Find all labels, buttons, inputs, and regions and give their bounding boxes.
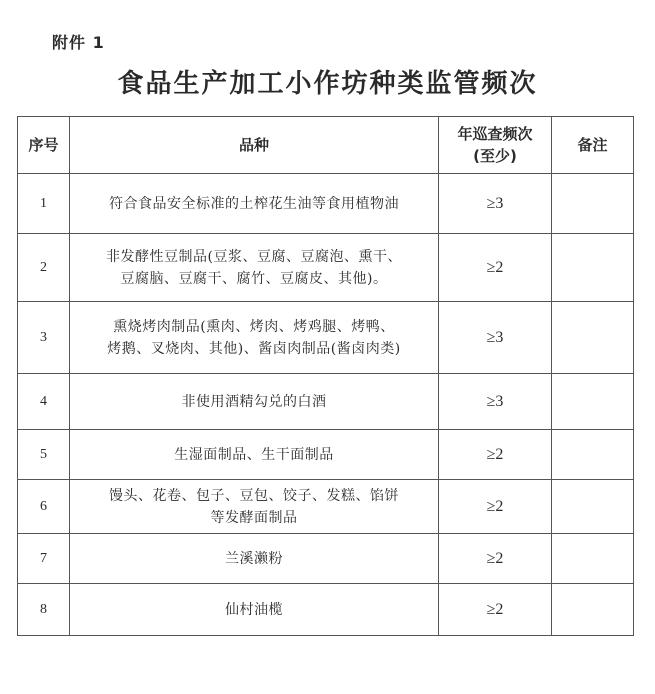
row-frequency: ≥2 xyxy=(439,584,552,636)
row-variety xyxy=(70,480,439,534)
row-variety-line1: 符合食品安全标准的土榨花生油等食用植物油 xyxy=(109,195,399,212)
row-variety xyxy=(70,584,439,636)
header-variety: 品种 xyxy=(70,117,439,174)
table-row xyxy=(18,374,634,430)
table-row xyxy=(18,302,634,374)
header-frequency xyxy=(439,117,552,174)
row-no: 5 xyxy=(18,430,70,480)
row-remark xyxy=(552,374,634,430)
row-variety xyxy=(70,174,439,234)
row-remark xyxy=(552,430,634,480)
row-no: 1 xyxy=(18,174,70,234)
row-variety xyxy=(70,234,439,302)
row-no: 4 xyxy=(18,374,70,430)
table-row xyxy=(18,534,634,584)
table-row xyxy=(18,584,634,636)
row-variety-line1: 非使用酒精勾兑的白酒 xyxy=(181,393,327,410)
row-variety-line1: 生湿面制品、生干面制品 xyxy=(174,446,334,463)
row-remark xyxy=(552,302,634,374)
row-remark xyxy=(552,534,634,584)
row-variety-line2: 豆腐脑、豆腐干、腐竹、豆腐皮、其他)。 xyxy=(120,270,388,287)
row-remark xyxy=(552,234,634,302)
row-variety xyxy=(70,302,439,374)
row-variety-line1: 熏烧烤肉制品(熏肉、烤肉、烤鸡腿、烤鸭、 xyxy=(113,318,395,335)
table-row xyxy=(18,430,634,480)
table-row xyxy=(18,234,634,302)
row-frequency: ≥3 xyxy=(439,174,552,234)
table-row xyxy=(18,480,634,534)
row-variety xyxy=(70,374,439,430)
table-row xyxy=(18,174,634,234)
row-variety-line1: 仙村油榄 xyxy=(225,601,283,618)
table-header-row xyxy=(18,117,634,174)
row-variety-line1: 非发酵性豆制品(豆浆、豆腐、豆腐泡、熏干、 xyxy=(106,248,402,265)
row-remark xyxy=(552,584,634,636)
row-no: 3 xyxy=(18,302,70,374)
row-no: 8 xyxy=(18,584,70,636)
header-frequency-line1: 年巡查频次 xyxy=(457,125,533,143)
header-no: 序号 xyxy=(18,117,70,174)
attachment-label: 附件 1 xyxy=(52,33,105,52)
supervision-frequency-table xyxy=(17,116,634,636)
row-no: 2 xyxy=(18,234,70,302)
header-frequency-line2: (至少) xyxy=(473,147,517,165)
row-variety-line2: 烤鹅、叉烧肉、其他)、酱卤肉制品(酱卤肉类) xyxy=(107,340,401,357)
row-frequency: ≥3 xyxy=(439,374,552,430)
row-variety xyxy=(70,430,439,480)
row-frequency: ≥2 xyxy=(439,430,552,480)
row-frequency: ≥2 xyxy=(439,534,552,584)
row-frequency: ≥2 xyxy=(439,234,552,302)
row-variety-line1: 馒头、花卷、包子、豆包、饺子、发糕、馅饼 xyxy=(109,487,399,504)
row-variety-line2: 等发酵面制品 xyxy=(210,509,298,526)
row-frequency: ≥3 xyxy=(439,302,552,374)
row-no: 6 xyxy=(18,480,70,534)
document-title: 食品生产加工小作坊种类监管频次 xyxy=(117,69,538,99)
row-frequency: ≥2 xyxy=(439,480,552,534)
row-remark xyxy=(552,174,634,234)
row-variety-line1: 兰溪濑粉 xyxy=(225,550,283,567)
header-remark: 备注 xyxy=(552,117,634,174)
row-no: 7 xyxy=(18,534,70,584)
row-remark xyxy=(552,480,634,534)
row-variety xyxy=(70,534,439,584)
